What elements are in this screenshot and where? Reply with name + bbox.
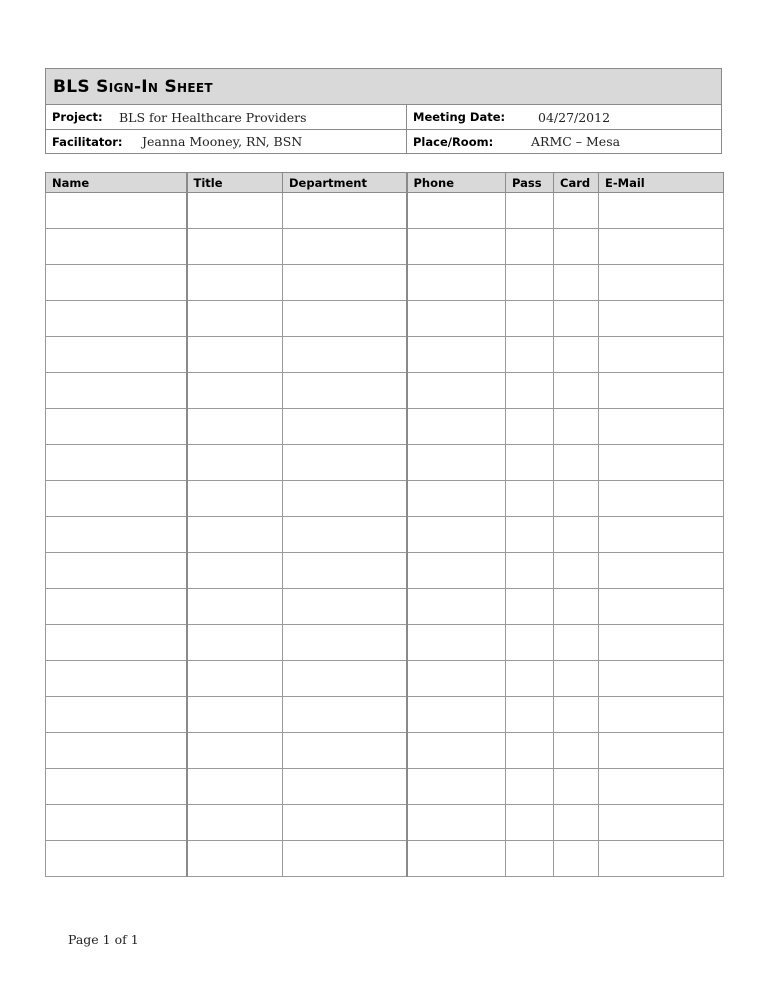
- meeting-date-value: 04/27/2012: [538, 109, 611, 125]
- cell-card[interactable]: [554, 805, 599, 841]
- cell-pass[interactable]: [506, 265, 554, 301]
- cell-name[interactable]: [46, 517, 187, 553]
- table-row: [46, 733, 724, 769]
- cell-phone[interactable]: [407, 841, 506, 877]
- cell-name[interactable]: [46, 769, 187, 805]
- sign-in-rows: [46, 193, 724, 877]
- cell-department[interactable]: [283, 733, 407, 769]
- cell-title[interactable]: [187, 733, 283, 769]
- cell-email[interactable]: [599, 625, 724, 661]
- cell-card[interactable]: [554, 661, 599, 697]
- cell-phone[interactable]: [407, 337, 506, 373]
- cell-name[interactable]: [46, 373, 187, 409]
- cell-phone[interactable]: [407, 445, 506, 481]
- column-header-title: Title: [187, 173, 283, 193]
- table-row: [46, 661, 724, 697]
- cell-department[interactable]: [283, 805, 407, 841]
- project-value: BLS for Healthcare Providers: [119, 109, 307, 125]
- cell-card[interactable]: [554, 373, 599, 409]
- cell-email[interactable]: [599, 445, 724, 481]
- cell-department[interactable]: [283, 625, 407, 661]
- cell-phone[interactable]: [407, 661, 506, 697]
- cell-email[interactable]: [599, 373, 724, 409]
- cell-name[interactable]: [46, 481, 187, 517]
- cell-phone[interactable]: [407, 229, 506, 265]
- cell-title[interactable]: [187, 373, 283, 409]
- table-row: [46, 589, 724, 625]
- table-row: [46, 553, 724, 589]
- table-row: [46, 625, 724, 661]
- cell-name[interactable]: [46, 193, 187, 229]
- cell-card[interactable]: [554, 445, 599, 481]
- sheet-header: [45, 68, 722, 154]
- cell-department[interactable]: [283, 589, 407, 625]
- cell-name[interactable]: [46, 589, 187, 625]
- cell-department[interactable]: [283, 193, 407, 229]
- table-row: [46, 841, 724, 877]
- facilitator-cell: [46, 130, 407, 153]
- place-room-cell: [407, 130, 721, 153]
- cell-pass[interactable]: [506, 517, 554, 553]
- title-bar: [46, 69, 721, 105]
- cell-email[interactable]: [599, 517, 724, 553]
- cell-email[interactable]: [599, 841, 724, 877]
- cell-department[interactable]: [283, 445, 407, 481]
- table-row: [46, 409, 724, 445]
- meeting-date-cell: [407, 105, 721, 129]
- column-header-department: Department: [283, 173, 407, 193]
- cell-card[interactable]: [554, 409, 599, 445]
- cell-title[interactable]: [187, 409, 283, 445]
- table-row: [46, 805, 724, 841]
- cell-card[interactable]: [554, 193, 599, 229]
- cell-card[interactable]: [554, 841, 599, 877]
- cell-title[interactable]: [187, 481, 283, 517]
- cell-email[interactable]: [599, 193, 724, 229]
- cell-pass[interactable]: [506, 589, 554, 625]
- cell-title[interactable]: [187, 265, 283, 301]
- cell-pass[interactable]: [506, 229, 554, 265]
- cell-pass[interactable]: [506, 445, 554, 481]
- cell-pass[interactable]: [506, 301, 554, 337]
- column-header-card: Card: [554, 173, 599, 193]
- facilitator-label: Facilitator:: [52, 134, 123, 149]
- cell-pass[interactable]: [506, 481, 554, 517]
- cell-title[interactable]: [187, 661, 283, 697]
- cell-title[interactable]: [187, 301, 283, 337]
- info-row-project: [46, 105, 721, 129]
- cell-phone[interactable]: [407, 589, 506, 625]
- cell-email[interactable]: [599, 805, 724, 841]
- cell-pass[interactable]: [506, 769, 554, 805]
- cell-email[interactable]: [599, 733, 724, 769]
- cell-email[interactable]: [599, 229, 724, 265]
- sheet-title: BLS Sign-In Sheet: [53, 76, 213, 97]
- cell-title[interactable]: [187, 553, 283, 589]
- cell-email[interactable]: [599, 265, 724, 301]
- cell-title[interactable]: [187, 769, 283, 805]
- cell-card[interactable]: [554, 229, 599, 265]
- place-room-label: Place/Room:: [413, 134, 494, 149]
- cell-name[interactable]: [46, 229, 187, 265]
- cell-department[interactable]: [283, 553, 407, 589]
- place-room-value: ARMC – Mesa: [531, 134, 621, 149]
- cell-title[interactable]: [187, 517, 283, 553]
- cell-card[interactable]: [554, 625, 599, 661]
- cell-department[interactable]: [283, 697, 407, 733]
- table-row: [46, 229, 724, 265]
- cell-phone[interactable]: [407, 805, 506, 841]
- cell-card[interactable]: [554, 733, 599, 769]
- cell-name[interactable]: [46, 409, 187, 445]
- cell-phone[interactable]: [407, 481, 506, 517]
- cell-email[interactable]: [599, 553, 724, 589]
- cell-name[interactable]: [46, 661, 187, 697]
- cell-card[interactable]: [554, 589, 599, 625]
- cell-card[interactable]: [554, 481, 599, 517]
- cell-phone[interactable]: [407, 625, 506, 661]
- cell-title[interactable]: [187, 697, 283, 733]
- table-row: [46, 337, 724, 373]
- meeting-date-label: Meeting Date:: [413, 110, 506, 124]
- cell-title[interactable]: [187, 229, 283, 265]
- cell-pass[interactable]: [506, 841, 554, 877]
- cell-pass[interactable]: [506, 661, 554, 697]
- cell-department[interactable]: [283, 769, 407, 805]
- cell-pass[interactable]: [506, 193, 554, 229]
- cell-department[interactable]: [283, 337, 407, 373]
- cell-phone[interactable]: [407, 769, 506, 805]
- cell-phone[interactable]: [407, 517, 506, 553]
- cell-department[interactable]: [283, 661, 407, 697]
- sign-in-table: [45, 172, 724, 877]
- cell-department[interactable]: [283, 409, 407, 445]
- cell-pass[interactable]: [506, 625, 554, 661]
- cell-pass[interactable]: [506, 373, 554, 409]
- cell-phone[interactable]: [407, 733, 506, 769]
- cell-email[interactable]: [599, 337, 724, 373]
- cell-department[interactable]: [283, 301, 407, 337]
- cell-name[interactable]: [46, 733, 187, 769]
- cell-title[interactable]: [187, 841, 283, 877]
- table-row: [46, 769, 724, 805]
- cell-card[interactable]: [554, 697, 599, 733]
- table-row: [46, 193, 724, 229]
- cell-phone[interactable]: [407, 193, 506, 229]
- cell-name[interactable]: [46, 445, 187, 481]
- cell-email[interactable]: [599, 697, 724, 733]
- table-row: [46, 265, 724, 301]
- cell-card[interactable]: [554, 337, 599, 373]
- cell-pass[interactable]: [506, 733, 554, 769]
- page-number: Page 1 of 1: [68, 932, 139, 947]
- cell-email[interactable]: [599, 409, 724, 445]
- cell-name[interactable]: [46, 805, 187, 841]
- project-label: Project:: [52, 110, 103, 124]
- cell-department[interactable]: [283, 373, 407, 409]
- table-row: [46, 697, 724, 733]
- column-header-pass: Pass: [506, 173, 554, 193]
- column-header-email: E-Mail: [599, 173, 724, 193]
- cell-title[interactable]: [187, 445, 283, 481]
- cell-pass[interactable]: [506, 553, 554, 589]
- cell-title[interactable]: [187, 625, 283, 661]
- column-header-name: Name: [46, 173, 187, 193]
- cell-title[interactable]: [187, 589, 283, 625]
- cell-name[interactable]: [46, 301, 187, 337]
- cell-name[interactable]: [46, 697, 187, 733]
- cell-card[interactable]: [554, 517, 599, 553]
- cell-card[interactable]: [554, 265, 599, 301]
- cell-email[interactable]: [599, 589, 724, 625]
- cell-department[interactable]: [283, 517, 407, 553]
- cell-name[interactable]: [46, 337, 187, 373]
- cell-phone[interactable]: [407, 697, 506, 733]
- cell-phone[interactable]: [407, 373, 506, 409]
- cell-pass[interactable]: [506, 337, 554, 373]
- table-row: [46, 445, 724, 481]
- facilitator-value: Jeanna Mooney, RN, BSN: [142, 134, 303, 149]
- cell-phone[interactable]: [407, 265, 506, 301]
- table-row: [46, 373, 724, 409]
- cell-title[interactable]: [187, 193, 283, 229]
- cell-card[interactable]: [554, 553, 599, 589]
- cell-pass[interactable]: [506, 697, 554, 733]
- cell-phone[interactable]: [407, 409, 506, 445]
- cell-email[interactable]: [599, 661, 724, 697]
- cell-department[interactable]: [283, 841, 407, 877]
- cell-email[interactable]: [599, 769, 724, 805]
- cell-pass[interactable]: [506, 409, 554, 445]
- cell-phone[interactable]: [407, 301, 506, 337]
- project-cell: [46, 105, 407, 129]
- table-row: [46, 301, 724, 337]
- cell-phone[interactable]: [407, 553, 506, 589]
- cell-card[interactable]: [554, 301, 599, 337]
- table-row: [46, 517, 724, 553]
- table-row: [46, 481, 724, 517]
- cell-title[interactable]: [187, 805, 283, 841]
- cell-department[interactable]: [283, 481, 407, 517]
- table-header-row: [46, 173, 724, 193]
- cell-card[interactable]: [554, 769, 599, 805]
- cell-email[interactable]: [599, 301, 724, 337]
- cell-email[interactable]: [599, 481, 724, 517]
- cell-name[interactable]: [46, 265, 187, 301]
- cell-department[interactable]: [283, 229, 407, 265]
- cell-title[interactable]: [187, 337, 283, 373]
- cell-name[interactable]: [46, 841, 187, 877]
- cell-department[interactable]: [283, 265, 407, 301]
- cell-name[interactable]: [46, 553, 187, 589]
- cell-name[interactable]: [46, 625, 187, 661]
- column-header-phone: Phone: [407, 173, 506, 193]
- info-row-facilitator: [46, 129, 721, 153]
- cell-pass[interactable]: [506, 805, 554, 841]
